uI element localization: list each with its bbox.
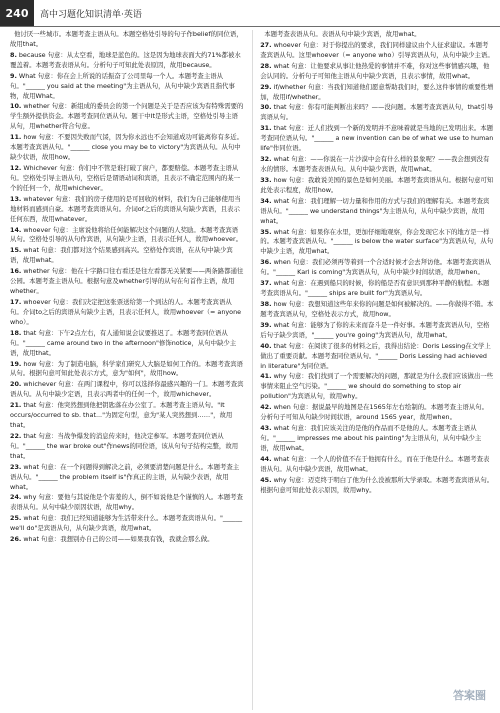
item-answer: why — [23, 493, 37, 502]
answer-item — [10, 72, 244, 102]
answer-item — [260, 41, 494, 61]
item-answer: what — [23, 514, 40, 523]
item-answer: because — [18, 50, 46, 59]
item-answer: what — [273, 320, 290, 329]
item-explanation: 句意：我们已经知道能够为生活带来什么。本题考查宾语从句。"______ we'll do"是宾语从句，从句缺少宾语，故用what。 — [10, 514, 243, 533]
item-number: 12. — [10, 163, 22, 172]
item-answer: what — [23, 462, 40, 471]
item-explanation: 句意：新组成的委员会的第一个问题是关于是否应该为有特殊需要的学生额外提供资金。本题考查同位语从句。题干中It是形式主语，空格处引导主语从句，用whether符合句意。 — [10, 102, 244, 131]
item-explanation: 句意：让他要求从事让他热爱的事情并不难，你对这些事情感兴趣，他会认同的。分析句子可知他主语从句中缺少宾语，且表示事情，故用what。 — [260, 61, 490, 80]
item-explanation: 句意：我们的房子使用的是可回收的材料，我们为自己能够使用当地材料而感到自豪。本题考查宾语从句。介词of之后的宾语从句缺少宾语，且表示任何东西，故用whatever。 — [10, 194, 241, 223]
item-answer: what — [273, 155, 290, 164]
answer-item — [260, 476, 494, 496]
item-answer: whether — [23, 102, 50, 111]
item-number: 11. — [10, 133, 22, 142]
item-explanation: 句意：迁人们找到一个新的发明并不意味着就是当地的已发明出来。本题考查同位语从句。"______ a new invention can be of what we use to human life"作同位语。 — [260, 124, 494, 153]
answer-item — [260, 176, 494, 196]
answer-item — [260, 321, 494, 341]
item-answer: what — [23, 535, 40, 544]
right-column — [260, 30, 494, 710]
item-explanation: 句意：你们中不管是谁打破了窗户，都要赔偿。本题考查主语从句。空格处引导主语从句，空格后是谓语动词和宾语，且表示不确定范围内的某一个的任何一个，故用whichever。 — [10, 163, 241, 192]
item-explanation: 句意：对于你提出的要求，我们同样建议由个人征求建议。本题考查宾语从句。这里whoever（= anyone who）引导宾语从句，从句中缺少主语。 — [260, 40, 494, 59]
item-answer: that — [23, 401, 37, 410]
answer-item — [10, 535, 244, 545]
item-explanation: 句意：当我们知道他们愿意帮助我们时，要么这件事情的重要性增加，故用if/whether。 — [260, 82, 494, 101]
item-answer: that — [273, 341, 287, 350]
answer-item — [260, 62, 494, 82]
item-explanation: 他讨厌一些城市。本题考查主语从句。本题空格处引导的句子作belief的同位语，故用that。 — [10, 30, 243, 48]
item-answer: what — [273, 454, 290, 463]
answer-item — [10, 329, 244, 359]
book-title: 高中习题化知识清单·英语 — [40, 9, 142, 20]
item-explanation: 句意：我们找到了一个需要解决的问题，那就是为什么我们应该做出一些事情来阻止空气污染。"______ we should do something to stop air pollution"为宾语从句，故用why。 — [260, 372, 494, 401]
item-explanation: 句意：从太空看，地球是蓝色的。这是因为地球表面大约71%都被水覆盖着。本题考查表语从句。分析句子可知此处表原因，故用because。 — [10, 50, 241, 69]
item-explanation: 句意：在一个问题得到解决之前，必须要清楚问题是什么。本题考查主语从句。"______ the problem itself is"作真正的主语，从句缺少表语，故用what。 — [10, 462, 240, 491]
item-number: 37. — [260, 279, 272, 288]
item-explanation: 句意：你在会上所说的话振奋了公司里每一个人。本题考查主语从句。"______ you said at the meeting"为主语从句，从句中缺少宾语且指代事物，故用What。 — [10, 71, 235, 100]
item-explanation: 句意：在两门课程中，你可以选择你最感兴趣的一门。本题考查宾语从句。从句中缺少定语，且表示两者中的任何一个，故用whichever。 — [10, 380, 244, 399]
answer-item — [260, 228, 494, 258]
item-number: 45. — [260, 475, 272, 484]
item-explanation: 句意：你有可能判断出来吗？——没问题。本题考查宾语从句，that引导宾语从句。 — [260, 103, 494, 122]
answer-item — [10, 493, 244, 513]
item-explanation: 句意：我们应该关注的是他的作品而不是他的人。本题考查主语从句。"______ impresses me about his painting"为主语从句，从句中缺少主语，故用what。 — [260, 424, 482, 452]
item-answer: what — [273, 227, 290, 236]
item-explanation: 句意：下午2点左右，有人通知说会议要推迟了。本题考查同位语从句。"______ came around two in the afternoon"修饰notice，从句中缺少主语，故用that。 — [10, 328, 237, 357]
item-answer: what — [273, 196, 290, 205]
item-answer: whatever — [23, 194, 54, 203]
item-number: 36. — [260, 258, 272, 267]
answer-item — [260, 197, 494, 227]
answer-item — [10, 133, 244, 163]
answer-item — [260, 279, 494, 299]
item-number: 18. — [10, 328, 22, 337]
item-answer: what — [273, 424, 290, 433]
item-explanation: 句意：我们决定把这张票送给第一个到达的人。本题考查宾语从句。介词to之后的宾语从句缺少主语，且表示任何人，故用whoever（= anyone who）。 — [10, 297, 242, 326]
item-number: 24. — [10, 493, 22, 502]
answer-item — [260, 124, 494, 154]
item-number: 17. — [10, 297, 22, 306]
item-explanation: 句意：他突然想到他把钥匙落在办公室了。本题考查主语从句。"It occurs/occurred to sb. that..."为固定句型，意为"某人突然想到……"，故用that。 — [10, 401, 233, 430]
item-answer: whoever — [23, 297, 51, 306]
answer-item — [260, 83, 494, 103]
item-answer: whoever — [273, 40, 302, 49]
item-answer: what — [273, 279, 290, 288]
item-number: 21. — [10, 401, 22, 410]
answer-item — [260, 424, 494, 454]
item-number: 20. — [10, 380, 22, 389]
item-explanation: 句意：不要因失败而气馁，因为你永远也不会知道成功可能离你有多近。本题考查宾语从句。"______ close you may be to victory"为宾语从句。从句中缺少状语，故用how。 — [10, 133, 244, 162]
answer-item — [10, 226, 244, 246]
item-number: 33. — [260, 175, 272, 184]
item-answer: whether — [23, 267, 50, 276]
answer-item — [10, 51, 244, 71]
item-answer: why — [273, 372, 287, 381]
item-explanation: 句意：迈克终于明白了他为什么没被那所大学录取。本题考查宾语从句。根据句意可知此处表示原因，故用why。 — [260, 475, 494, 494]
answer-item — [10, 401, 244, 431]
item-number: 44. — [260, 454, 272, 463]
answer-item — [10, 267, 244, 297]
item-number: 8. — [10, 50, 17, 59]
item-number: 13. — [10, 194, 22, 203]
answer-item — [260, 300, 494, 320]
item-answer: how — [273, 299, 287, 308]
answer-item — [10, 30, 244, 50]
item-number: 10. — [10, 102, 22, 111]
item-explanation: 本题考查表语从句。表语从句中缺少宾语，故用what。 — [264, 30, 421, 38]
item-answer: what — [23, 246, 40, 255]
answer-item — [10, 164, 244, 194]
item-number: 35. — [260, 227, 272, 236]
item-number: 40. — [260, 341, 272, 350]
item-explanation: 句意：当战争爆发的消息传来时，他决定参军。本题考查同位语从句。"______ the war broke out"作news的同位语，该从句句子结构完整，故用that。 — [10, 431, 239, 460]
item-explanation: 句意：一个人的价值不在于他拥有什么，而在于他是什么。本题考查表语从句。从句中缺少宾语，故用what。 — [260, 454, 490, 473]
item-explanation: 句意：为了制造电脑，科学家们研究人大脑是如何工作的。本题考查宾语从句。根据句意可知此处表示方式，意为"如何"，故用how。 — [10, 359, 244, 378]
answer-item — [10, 102, 244, 132]
answer-item — [10, 463, 244, 493]
item-explanation: 句意：我想知道这些年来你的问题是如何被解决的。——你做得不错。本题考查宾语从句，空格处表示方式，故用how。 — [260, 299, 494, 318]
left-column — [10, 30, 244, 710]
item-answer: that — [273, 103, 287, 112]
item-answer: how — [273, 175, 287, 184]
item-explanation: 句意：我们理解一切力量和作用的方式与我们的理解有关。本题考查宾语从句。"______ we understand things"为主语从句，从句中缺少宾语，故用what。 — [260, 196, 490, 225]
item-answer: What — [18, 71, 36, 80]
item-answer: whichever — [23, 380, 57, 389]
item-answer: if/whether — [273, 82, 307, 91]
item-number: 41. — [260, 372, 272, 381]
item-answer: when — [273, 403, 291, 412]
item-answer: how — [23, 359, 37, 368]
item-explanation: 句意：在阅读了很多的材料之后，我得出结论：Doris Lessing在文学上做出了重要贡献。本题考查同位语从句。"______ Doris Lessing had achieved in literature"为同位语。 — [260, 341, 491, 370]
answer-item — [260, 372, 494, 402]
item-number: 34. — [260, 196, 272, 205]
item-answer: why — [273, 475, 287, 484]
item-answer: whoever — [23, 225, 51, 234]
item-explanation: 句意：据说最早的地图是在1565年左右绘制的。本题考查主语从句。分析句子可知从句缺少时间状语，around 1565 year，故用when。 — [260, 403, 489, 422]
item-number: 25. — [10, 514, 22, 523]
answer-item — [10, 246, 244, 266]
answer-item — [10, 360, 244, 380]
item-explanation: 句意：如果你在水里，更加仔细地观察，你会发现它水下的地方是一样的。本题考查宾语从句。"______ is below the water surface"为宾语从句，从句中缺少主语，故用what。 — [260, 227, 494, 256]
item-explanation: 句意：我敢说美国的景色是如何美丽。本题考查宾语从句。根据句意可知此处表示程度，故用how。 — [260, 175, 494, 194]
item-answer: Whichever — [23, 163, 58, 172]
item-number: 15. — [10, 246, 22, 255]
item-number: 22. — [10, 431, 22, 440]
item-number: 38. — [260, 299, 272, 308]
item-answer: that — [273, 124, 287, 133]
answer-item — [260, 30, 494, 40]
page-body — [10, 30, 494, 710]
item-answer: how — [23, 133, 37, 142]
page-number: 240 — [0, 0, 34, 26]
item-number: 31. — [260, 124, 272, 133]
item-number: 27. — [260, 40, 272, 49]
item-number: 32. — [260, 155, 272, 164]
answer-item — [10, 432, 244, 462]
answer-item — [260, 258, 494, 278]
item-number: 14. — [10, 225, 22, 234]
answer-item — [260, 103, 494, 123]
item-number: 9. — [10, 71, 17, 80]
item-number: 16. — [10, 267, 22, 276]
item-answer: that — [23, 328, 37, 337]
item-explanation: 句意：主席说他将给任何能解决这个问题的人奖励。本题考查宾语从句。空格处引导的从句作宾语，从句缺少主语，且表示任何人，故用whoever。 — [10, 225, 242, 244]
item-number: 23. — [10, 462, 22, 471]
answer-item — [10, 298, 244, 328]
answer-item — [10, 514, 244, 534]
item-number: 39. — [260, 320, 272, 329]
answer-item — [260, 342, 494, 372]
item-number: 30. — [260, 103, 272, 112]
page-header — [0, 0, 500, 27]
item-explanation: 句意：我们都对这个结果感到高兴。空格处作宾语，在从句中缺少宾语，故用what。 — [10, 246, 233, 265]
item-number: 19. — [10, 359, 22, 368]
item-number: 26. — [10, 535, 22, 544]
item-explanation: 句意：我们必须再等着到一个合适时候才会去拜访他。本题考查宾语从句。"______ Karl is coming"为宾语从句，从句中缺少时间状语，故用when。 — [260, 258, 491, 277]
answer-item — [10, 380, 244, 400]
item-explanation: 句意：在遇到船只的时候，你的船是否有意识到那种平静的航程。本题考查宾语从句。"______ ships are built for"为宾语从句。 — [260, 279, 490, 298]
item-answer: that — [23, 431, 37, 440]
item-number: 28. — [260, 61, 272, 70]
item-explanation: 句意：——你说在一片沙漠中会有什么样的景象呢？——我会想到没有水的情形。本题考查表语从句。从句中缺少宾语，故用what。 — [260, 155, 490, 173]
answer-item — [260, 455, 494, 475]
item-explanation: 句意：能够为了你的未来而奋斗是一件好事。本题考查宾语从句，空格后句子缺少宾语，"______ you're going"为宾语从句，故用what。 — [260, 320, 490, 339]
answer-item — [10, 195, 244, 225]
item-explanation: 句意：要他与其说他是个害羞的人，倒不如说他是个谨慎的人。本题考查表语从句。从句中缺少原因状语，故用why。 — [10, 493, 243, 512]
item-explanation: 句意：他在十字路口往右看还是往左看都无关紧要——两条路都通往公园。本题考查主语从句。根据句意及whether引导的从句在句首作主语，故用whether。 — [10, 267, 244, 296]
item-number: 29. — [260, 82, 272, 91]
item-explanation: 句意：我想别办自己的公司——如果我有钱，我就会那么做。 — [41, 535, 214, 544]
answer-item — [260, 155, 494, 175]
answer-item — [260, 403, 494, 423]
watermark-logo: 答案圈 — [453, 689, 486, 702]
item-number: 42. — [260, 403, 272, 412]
item-number: 43. — [260, 424, 272, 433]
item-answer: when — [273, 258, 291, 267]
item-answer: what — [273, 61, 290, 70]
